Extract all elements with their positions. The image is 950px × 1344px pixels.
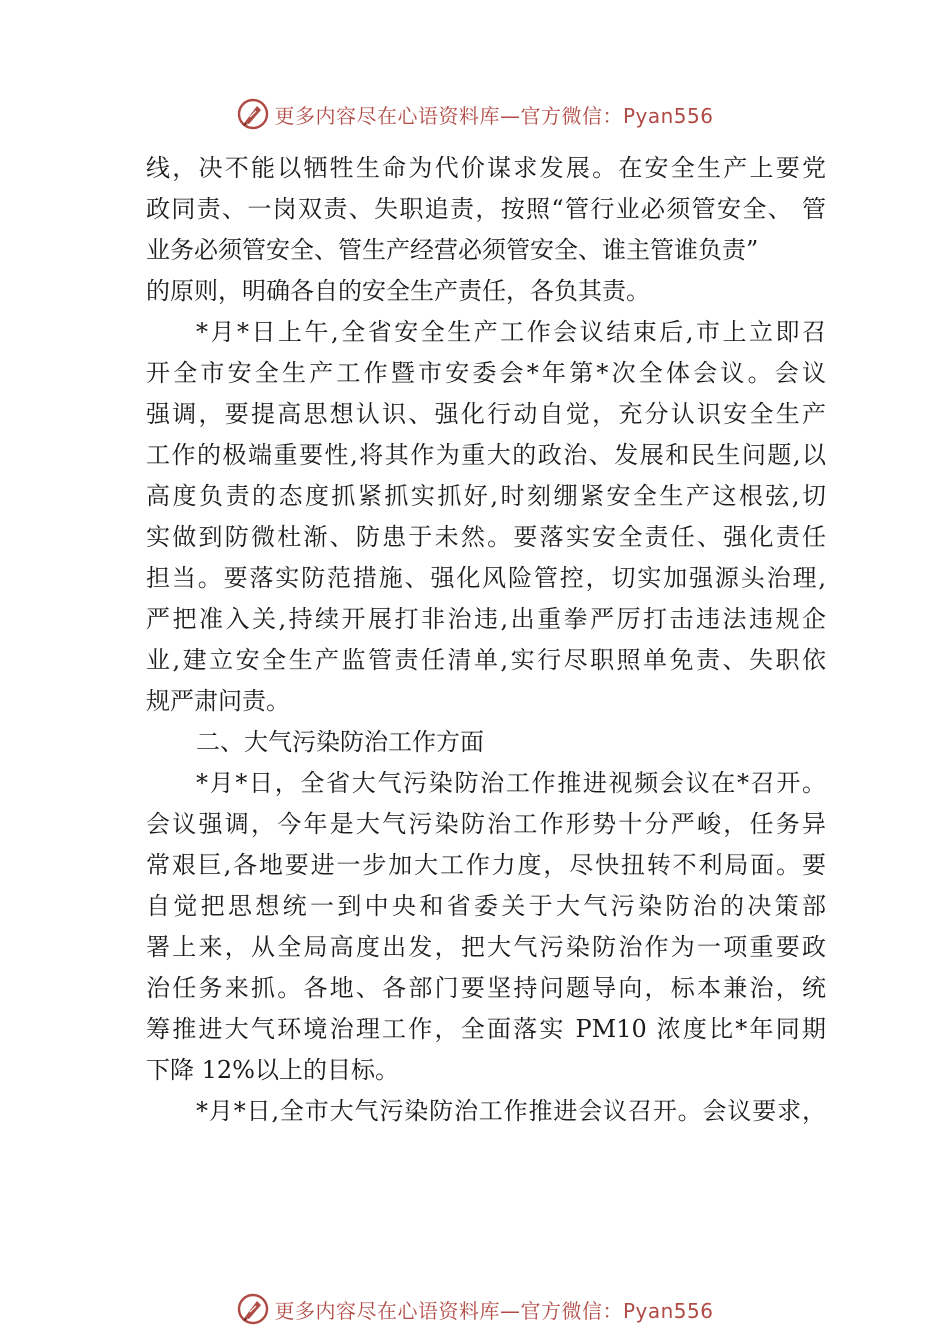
text-line: 会议强调，今年是大气污染防治工作形势十分严峻，任务异 [146,810,826,838]
pen-nib-logo-icon [236,1292,270,1326]
text-line: 严把准入关,持续开展打非治违,出重拳严厉打击违法违规企 [146,605,826,633]
text-line: *月*日,全市大气污染防治工作推进会议召开。会议要求， [196,1097,826,1125]
text-line: 业,建立安全生产监管责任清单,实行尽职照单免责、失职依 [146,646,826,674]
text-line: 担当。要落实防范措施、强化风险管控，切实加强源头治理, [146,564,826,592]
text-line: 二、大气污染防治工作方面 [196,728,484,756]
text-line: 筹推进大气环境治理工作，全面落实 PM10 浓度比*年同期 [146,1015,826,1043]
text-line: 政同责、一岗双责、失职追责，按照“管行业必须管安全、 管 [146,195,826,223]
text-line: 业务必须管安全、管生产经营必须管安全、谁主管谁负责” [146,236,759,264]
watermark-text: 更多内容尽在心语资料库—官方微信：Pyan556 [274,1298,714,1323]
document-body [146,148,826,1132]
text-line: *月*日上午,全省安全生产工作会议结束后,市上立即召 [196,318,826,346]
text-line: 的原则，明确各自的安全生产责任，各负其责。 [146,277,650,305]
text-line: 规严肃问责。 [146,687,290,715]
text-line: 工作的极端重要性,将其作为重大的政治、发展和民生问题,以 [146,441,826,469]
text-line: 治任务来抓。各地、各部门要坚持问题导向，标本兼治，统 [146,974,826,1002]
footer-watermark [0,1289,950,1329]
text-line: 高度负责的态度抓紧抓实抓好,时刻绷紧安全生产这根弦,切 [146,482,826,510]
text-line: 强调，要提高思想认识、强化行动自觉，充分认识安全生产 [146,400,826,428]
text-line: 常艰巨,各地要进一步加大工作力度，尽快扭转不利局面。要 [146,851,826,879]
text-line: 自觉把思想统一到中央和省委关于大气污染防治的决策部 [146,892,826,920]
watermark-text: 更多内容尽在心语资料库—官方微信：Pyan556 [274,103,714,128]
text-line: *月*日，全省大气污染防治工作推进视频会议在*召开。 [196,769,826,797]
text-line: 线，决不能以牺牲生命为代价谋求发展。在安全生产上要党 [146,154,826,182]
text-line: 实做到防微杜渐、防患于未然。要落实安全责任、强化责任 [146,523,826,551]
text-line: 下降 12%以上的目标。 [146,1056,399,1084]
text-line: 署上来，从全局高度出发，把大气污染防治作为一项重要政 [146,933,826,961]
header-watermark [0,94,950,134]
text-line: 开全市安全生产工作暨市安委会*年第*次全体会议。会议 [146,359,826,387]
pen-nib-logo-icon [236,97,270,131]
